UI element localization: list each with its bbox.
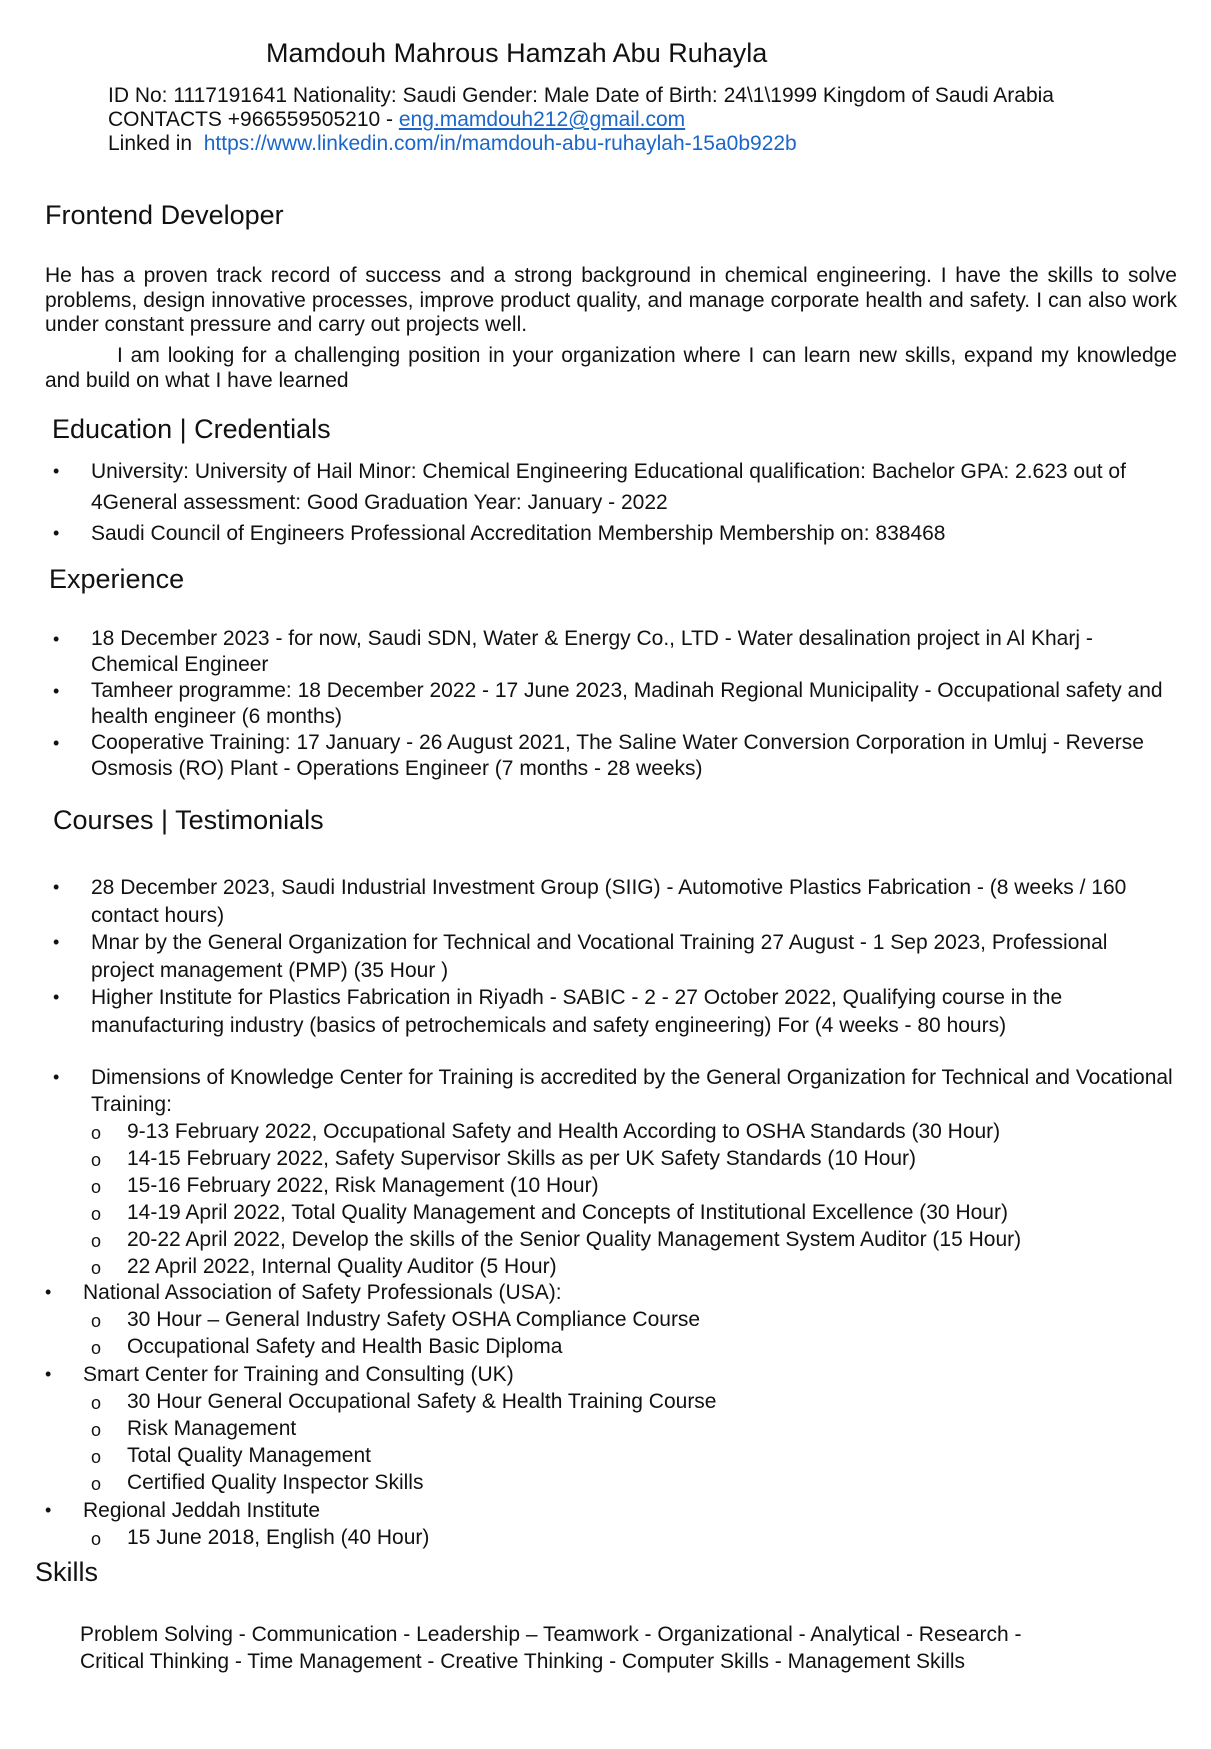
list-item: • 28 December 2023, Saudi Industrial Investment Group (SIIG) - Automotive Plastics Fabrication - (8 weeks / 160 contact hours) [45, 874, 1195, 929]
education-list [45, 456, 1185, 549]
course-group-dimensions [45, 1064, 1205, 1280]
courses-heading: Courses | Testimonials [53, 805, 324, 835]
course-group-title: • Smart Center for Training and Consulting (UK) o 30 Hour General Occupational Safety & Health Training Course o Risk Management o Total Quality Management o Certified Quality Inspector Skills [37, 1361, 1197, 1497]
sub-list-item: o 14-15 February 2022, Safety Supervisor Skills as per UK Safety Standards (10 Hour) [81, 1145, 1205, 1172]
skills-line-2: Critical Thinking - Time Management - Creative Thinking - Computer Skills - Management Skills [80, 1650, 966, 1673]
summary-paragraph-2: I am looking for a challenging position in your organization where I can learn new skills, expand my knowledge and build on what I have learned [45, 344, 1177, 392]
candidate-name: Mamdouh Mahrous Hamzah Abu Ruhayla [266, 38, 768, 68]
sub-list-item: o Occupational Safety and Health Basic Diploma [81, 1333, 1197, 1360]
contacts-phone: CONTACTS +966559505210 - [108, 108, 399, 131]
courses-list [45, 874, 1195, 1039]
sub-list-item: o Total Quality Management [81, 1442, 1197, 1469]
list-item: • Saudi Council of Engineers Professional Accreditation Membership Membership on: 838468 [45, 518, 1185, 549]
sub-list-item: o Risk Management [81, 1415, 1197, 1442]
sub-list-item: o 9-13 February 2022, Occupational Safety and Health According to OSHA Standards (30 Hour) [81, 1118, 1205, 1145]
job-title: Frontend Developer [45, 200, 284, 230]
linkedin-link[interactable]: https://www.linkedin.com/in/mamdouh-abu-ruhaylah-15a0b922b [203, 132, 797, 155]
sub-list-item: o 22 April 2022, Internal Quality Auditor (5 Hour) [81, 1253, 1205, 1280]
course-group-title: • National Association of Safety Professionals (USA): o 30 Hour – General Industry Safety OSHA Compliance Course o Occupational Safety and Health Basic Diploma [37, 1279, 1197, 1361]
sub-list-item: o 30 Hour General Occupational Safety & Health Training Course [81, 1388, 1197, 1415]
skills-line-1: Problem Solving - Communication - Leadership – Teamwork - Organizational - Analytical - Research - [80, 1623, 1022, 1646]
personal-info-line: ID No: 1117191641 Nationality: Saudi Gender: Male Date of Birth: 24\1\1999 Kingdom of Saudi Arabia [108, 84, 1054, 107]
sub-list-item: o Certified Quality Inspector Skills [81, 1469, 1197, 1496]
list-item: • Tamheer programme: 18 December 2022 - 17 June 2023, Madinah Regional Municipality - Occupational safety and health engineer (6 months) [45, 678, 1185, 730]
skills-heading: Skills [35, 1557, 99, 1587]
summary-paragraph-1: He has a proven track record of success and a strong background in chemical engineering. I have the skills to solve problems, design innovative processes, improve product quality, and manage corporate health and safety. I can also work under constant pressure and carry out projects well. [45, 264, 1177, 336]
sub-list-item: o 15 June 2018, English (40 Hour) [81, 1524, 1197, 1551]
course-group-title: • Dimensions of Knowledge Center for Training is accredited by the General Organization for Technical and Vocational Training: o 9-13 February 2022, Occupational Safety and Health According to OSHA Standards (30 Hour) o 14-15 February 2022, Safety Supervisor Skills as per UK Safety Standards (10 Hour) o 15-16 February 2022, Risk Management (10 Hour) o 14-19 April 2022, Total Quality Management and Concepts of Institutional Excellence (30 Hour) o 20-22 April 2022, Develop the skills of the Senior Quality Management System Auditor (15 Hour) o 22 April 2022, Internal Quality Auditor (5 Hour) [45, 1064, 1205, 1280]
sub-list-item: o 30 Hour – General Industry Safety OSHA Compliance Course [81, 1306, 1197, 1333]
list-item: • University: University of Hail Minor: Chemical Engineering Educational qualification: Bachelor GPA: 2.623 out of 4General assessment: Good Graduation Year: January - 2022 [45, 456, 1185, 518]
linkedin-label: Linked in [108, 132, 204, 155]
course-sublist [81, 1388, 1197, 1497]
linkedin-line [108, 132, 797, 156]
education-heading: Education | Credentials [52, 414, 331, 444]
course-sublist [81, 1118, 1205, 1280]
sub-list-item: o 20-22 April 2022, Develop the skills of the Senior Quality Management System Auditor (15 Hour) [81, 1226, 1205, 1253]
course-groups-other [37, 1279, 1197, 1551]
contacts-line [108, 108, 685, 132]
course-sublist [81, 1306, 1197, 1360]
sub-list-item: o 15-16 February 2022, Risk Management (10 Hour) [81, 1172, 1205, 1199]
list-item: • Higher Institute for Plastics Fabrication in Riyadh - SABIC - 2 - 27 October 2022, Qualifying course in the manufacturing industry (basics of petrochemicals and safety engineering) For (4 weeks - 80 hours) [45, 984, 1195, 1039]
list-item: • 18 December 2023 - for now, Saudi SDN, Water & Energy Co., LTD - Water desalination project in Al Kharj - Chemical Engineer [45, 626, 1185, 678]
experience-heading: Experience [49, 564, 185, 594]
list-item: • Cooperative Training: 17 January - 26 August 2021, The Saline Water Conversion Corporation in Umluj - Reverse Osmosis (RO) Plant - Operations Engineer (7 months - 28 weeks) [45, 730, 1185, 782]
experience-list [45, 626, 1185, 782]
sub-list-item: o 14-19 April 2022, Total Quality Management and Concepts of Institutional Excellence (30 Hour) [81, 1199, 1205, 1226]
list-item: • Mnar by the General Organization for Technical and Vocational Training 27 August - 1 Sep 2023, Professional project management (PMP) (35 Hour ) [45, 929, 1195, 984]
course-group-title: • Regional Jeddah Institute o 15 June 2018, English (40 Hour) [37, 1497, 1197, 1551]
course-sublist [81, 1524, 1197, 1551]
email-link[interactable]: eng.mamdouh212@gmail.com [398, 108, 686, 131]
